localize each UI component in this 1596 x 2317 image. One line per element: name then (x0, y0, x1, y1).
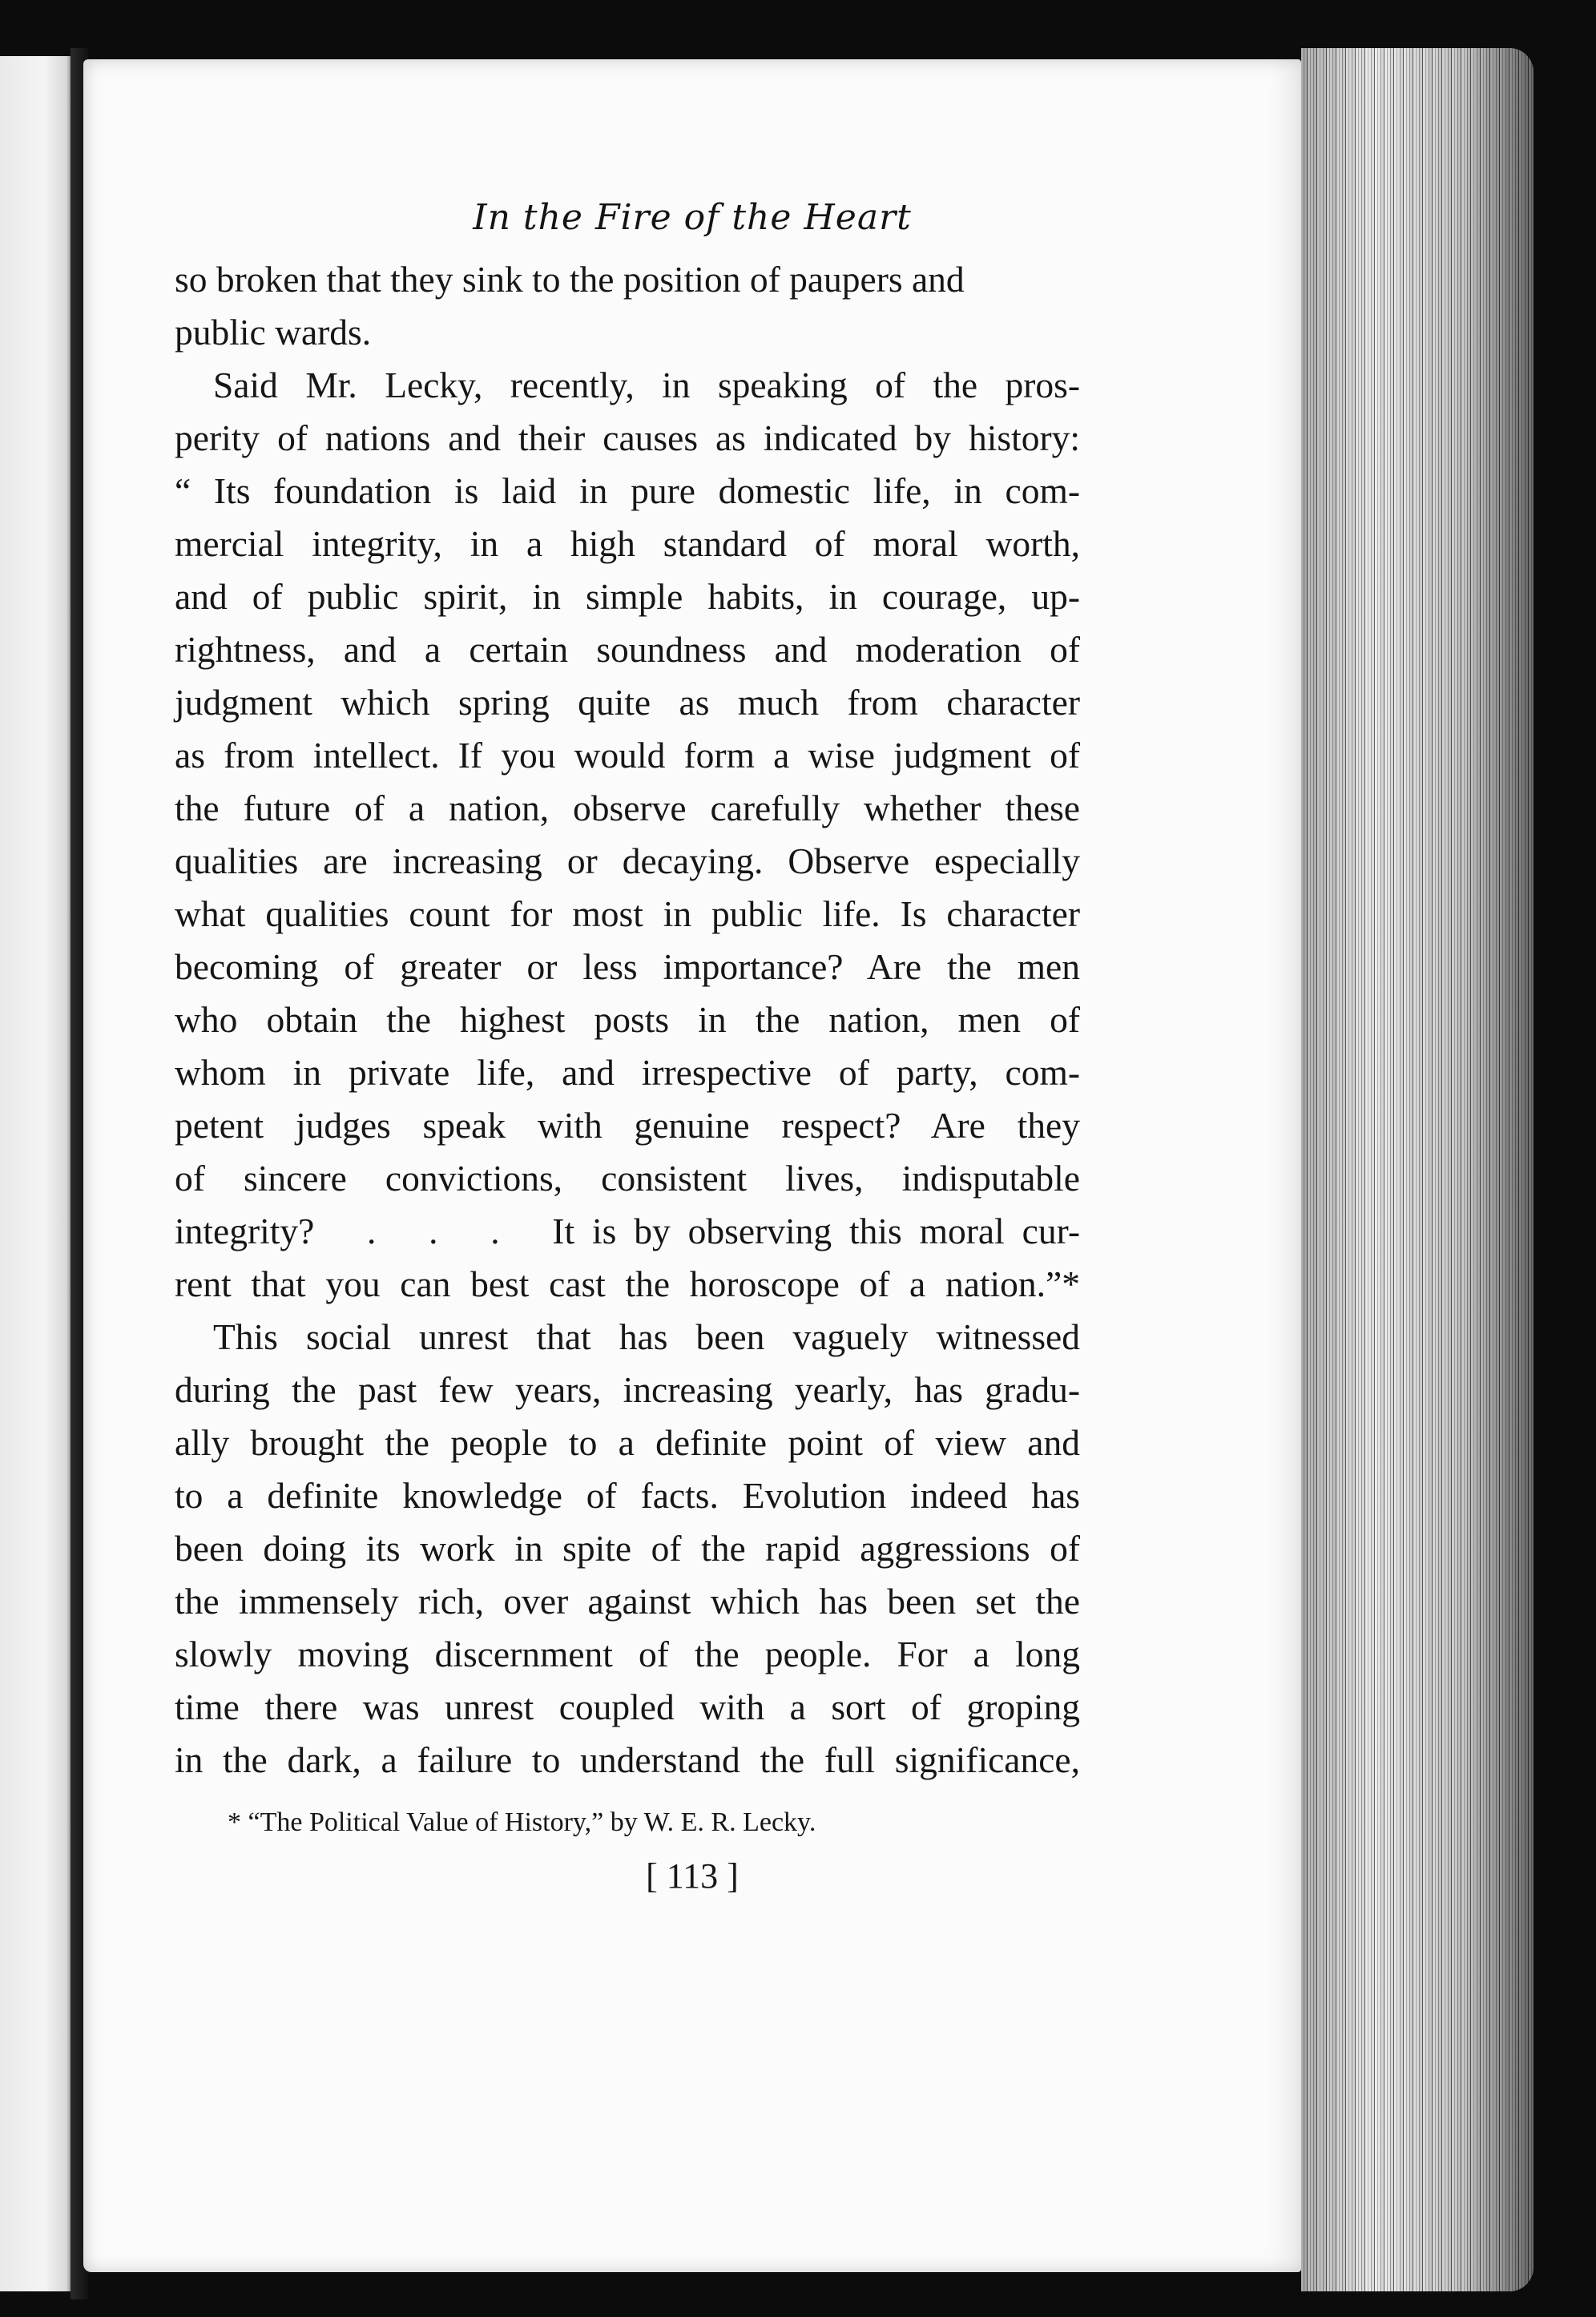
text-line: “ Its foundation is laid in pure domestic life, in com- (175, 470, 1080, 511)
text-line: This social unrest that has been vaguely witnessed (213, 1316, 1080, 1357)
text-line: been doing its work in spite of the rapid aggressions of (175, 1528, 1080, 1569)
text-line: what qualities count for most in public life. Is character (175, 893, 1080, 934)
body-text (175, 253, 1080, 1787)
text-line: judgment which spring quite as much from character (175, 682, 1080, 723)
text-line: the immensely rich, over against which has been set the (175, 1581, 1080, 1622)
text-line: qualities are increasing or decaying. Observe especially (175, 840, 1080, 881)
text-line: perity of nations and their causes as indicated by history: (175, 417, 1080, 458)
text-line: in the dark, a failure to understand the full significance, (175, 1739, 1080, 1780)
text-line: who obtain the highest posts in the nation, men of (175, 999, 1080, 1040)
facing-page-edge (0, 56, 74, 2291)
text-line: ally brought the people to a definite point of view and (175, 1422, 1080, 1463)
running-head: In the Fire of the Heart (473, 197, 912, 238)
text-line: public wards. (175, 312, 372, 353)
text-line: whom in private life, and irrespective of party, com- (175, 1052, 1080, 1093)
text-line: integrity? . . . It is by observing this moral cur- (175, 1211, 1080, 1251)
footnote: * “The Political Value of History,” by W. E. R. Lecky. (228, 1807, 816, 1837)
text-line: and of public spirit, in simple habits, in courage, up- (175, 576, 1080, 617)
text-line: Said Mr. Lecky, recently, in speaking of the pros- (213, 365, 1080, 405)
text-line: the future of a nation, observe carefully whether these (175, 788, 1080, 828)
text-line: as from intellect. If you would form a wise judgment of (175, 735, 1080, 776)
page-number: [ 113 ] (646, 1856, 739, 1896)
text-line: during the past few years, increasing yearly, has gradu- (175, 1369, 1080, 1410)
text-line: slowly moving discernment of the people. For a long (175, 1634, 1080, 1674)
text-line: so broken that they sink to the position of paupers and (175, 259, 965, 300)
text-line: petent judges speak with genuine respect? Are they (175, 1105, 1080, 1146)
text-line: of sincere convictions, consistent lives, indisputable (175, 1158, 1080, 1199)
text-line: becoming of greater or less importance? Are the men (175, 946, 1080, 987)
text-line: time there was unrest coupled with a sort of groping (175, 1686, 1080, 1727)
fore-edge-shading (1301, 48, 1534, 2291)
text-line: mercial integrity, in a high standard of moral worth, (175, 523, 1080, 564)
text-line: rightness, and a certain soundness and moderation of (175, 629, 1080, 670)
text-line: to a definite knowledge of facts. Evolution indeed has (175, 1475, 1080, 1516)
text-line: rent that you can best cast the horoscope of a nation.”* (175, 1263, 1080, 1304)
